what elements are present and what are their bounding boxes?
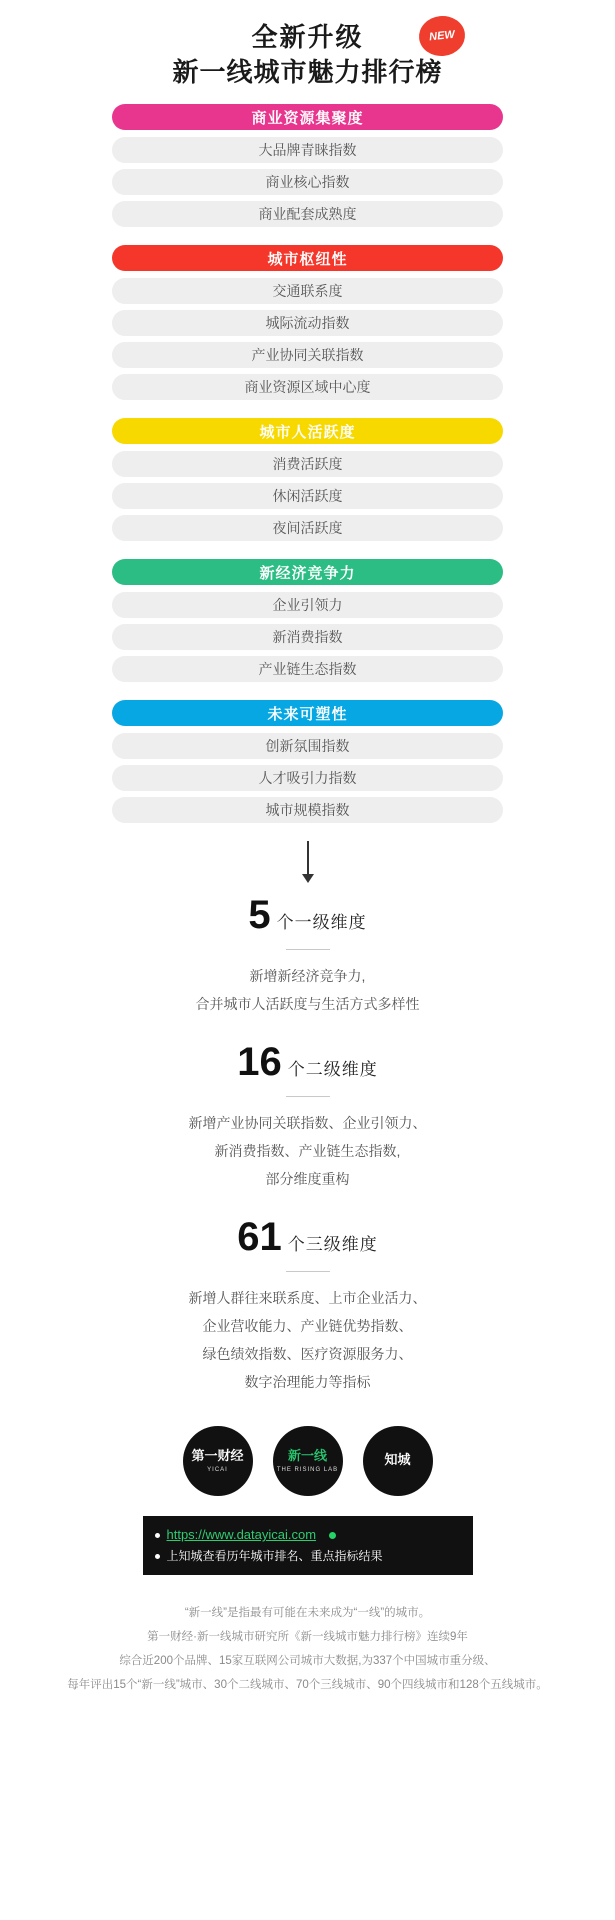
stat-number: 5 xyxy=(248,893,271,938)
logo-sub-text: YICAI xyxy=(207,1466,228,1473)
stat-block-1 xyxy=(0,893,615,1018)
dimension-group-1 xyxy=(112,104,503,227)
dimension-group-4 xyxy=(112,559,503,682)
stat-description xyxy=(0,1109,615,1193)
url-row[interactable] xyxy=(155,1524,461,1546)
sub-item: 创新氛围指数 xyxy=(112,733,503,759)
sub-item: 人才吸引力指数 xyxy=(112,765,503,791)
sub-item: 产业协同关联指数 xyxy=(112,342,503,368)
logo-main-text: 第一财经 xyxy=(191,1448,244,1464)
stat-1 xyxy=(0,893,615,1018)
logo-main-text: 新一线 xyxy=(287,1448,327,1464)
logo-rising-lab xyxy=(273,1426,343,1496)
divider xyxy=(286,1271,330,1272)
down-arrow-container xyxy=(0,841,615,875)
sub-item: 交通联系度 xyxy=(112,278,503,304)
sub-item: 城市规模指数 xyxy=(112,797,503,823)
group-header-4: 新经济竞争力 xyxy=(112,559,503,585)
stat-desc-line: 部分维度重构 xyxy=(265,1171,350,1188)
sub-item: 休闲活跃度 xyxy=(112,483,503,509)
stat-block-2 xyxy=(0,1040,615,1193)
stat-3 xyxy=(0,1215,615,1396)
stat-unit: 个一级维度 xyxy=(276,913,367,933)
divider xyxy=(286,949,330,950)
stat-desc-line: 企业营收能力、产业链优势指数、 xyxy=(202,1318,413,1335)
sub-item: 产业链生态指数 xyxy=(112,656,503,682)
footnote-line: 综合近200个品牌、15家互联网公司城市大数据,为337个中国城市重分级、 xyxy=(119,1654,496,1667)
dimension-groups xyxy=(0,104,615,823)
stat-description xyxy=(0,1284,615,1396)
group-header-5: 未来可塑性 xyxy=(112,700,503,726)
sub-item: 夜间活跃度 xyxy=(112,515,503,541)
stat-desc-line: 新增新经济竞争力, xyxy=(249,968,366,985)
logo-row xyxy=(0,1426,615,1496)
footnotes xyxy=(0,1601,615,1710)
group-header-2: 城市枢纽性 xyxy=(112,245,503,271)
dimension-group-5 xyxy=(112,700,503,823)
sub-item: 消费活跃度 xyxy=(112,451,503,477)
group-header-3: 城市人活跃度 xyxy=(112,418,503,444)
footnote-line: “新一线”是指最有可能在未来成为“一线”的城市。 xyxy=(184,1606,431,1619)
logo-sub-text: THE RISING LAB xyxy=(276,1466,339,1473)
group-header-1: 商业资源集聚度 xyxy=(112,104,503,130)
stat-number: 16 xyxy=(237,1040,282,1085)
sub-item: 企业引领力 xyxy=(112,592,503,618)
sub-item: 商业配套成熟度 xyxy=(112,201,503,227)
page-header xyxy=(0,14,615,104)
sub-item: 新消费指数 xyxy=(112,624,503,650)
bullet-icon xyxy=(155,1533,160,1538)
sub-item: 城际流动指数 xyxy=(112,310,503,336)
status-dot-icon xyxy=(329,1532,336,1539)
sub-item: 大品牌青睐指数 xyxy=(112,137,503,163)
stat-block-3 xyxy=(0,1215,615,1396)
logo-main-text: 知城 xyxy=(384,1452,411,1468)
dimension-group-3 xyxy=(112,418,503,541)
divider xyxy=(286,1096,330,1097)
stat-description xyxy=(0,962,615,1018)
stat-number: 61 xyxy=(237,1215,282,1260)
stat-desc-line: 新消费指数、产业链生态指数, xyxy=(214,1143,401,1160)
arrow-down-icon xyxy=(307,841,309,875)
url-band xyxy=(143,1516,473,1574)
stat-2 xyxy=(0,1040,615,1193)
stat-desc-line: 绿色绩效指数、医疗资源服务力、 xyxy=(202,1346,413,1363)
page-title-line1: 全新升级 xyxy=(251,22,364,52)
bullet-icon xyxy=(155,1554,160,1559)
new-badge: NEW xyxy=(417,14,467,59)
page-title-line2: 新一线城市魅力排行榜 xyxy=(172,57,443,88)
sub-item: 商业资源区域中心度 xyxy=(112,374,503,400)
sub-item: 商业核心指数 xyxy=(112,169,503,195)
stat-desc-line: 数字治理能力等指标 xyxy=(244,1374,371,1391)
stat-unit: 个二级维度 xyxy=(287,1060,378,1080)
website-link[interactable]: https://www.datayicai.com xyxy=(166,1527,317,1543)
footnote-line: 每年评出15个“新一线”城市、30个二线城市、70个三线城市、90个四线城市和128个五线城市。 xyxy=(67,1679,548,1692)
stat-desc-line: 合并城市人活跃度与生活方式多样性 xyxy=(195,996,420,1013)
stat-desc-line: 新增人群往来联系度、上市企业活力、 xyxy=(188,1290,427,1307)
footnote-line: 第一财经·新一线城市研究所《新一线城市魅力排行榜》连续9年 xyxy=(147,1630,468,1643)
stat-desc-line: 新增产业协同关联指数、企业引领力、 xyxy=(188,1115,427,1132)
stat-unit: 个三级维度 xyxy=(287,1235,378,1255)
logo-yicai xyxy=(183,1426,253,1496)
note-row xyxy=(155,1546,461,1566)
logo-zhicheng xyxy=(363,1426,433,1496)
dimension-group-2 xyxy=(112,245,503,400)
band-note: 上知城查看历年城市排名、重点指标结果 xyxy=(166,1549,383,1564)
